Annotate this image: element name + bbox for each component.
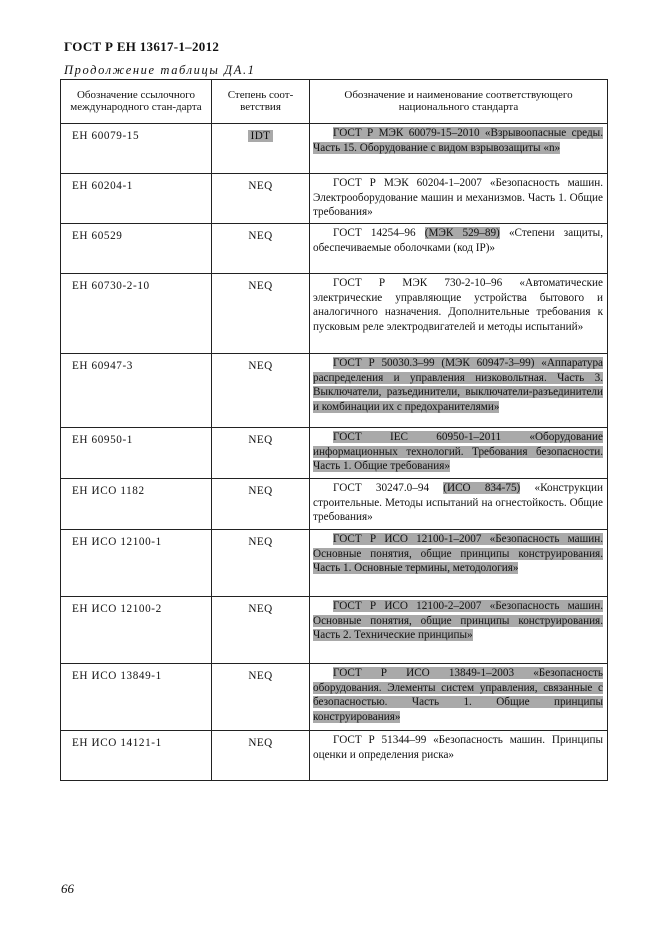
degree-cell bbox=[212, 274, 310, 354]
column-header-reference: Обозначение ссылочного международного стан-дарта bbox=[61, 80, 212, 124]
standard-name-start: ГОСТ 14254–96 bbox=[333, 227, 425, 239]
standard-name: ГОСТ Р ИСО 12100-1–2007 «Безопасность машин. Основные понятия, общие принципы конструирования. Часть 1. Основные термины, методология» bbox=[313, 533, 603, 575]
reference-standard-cell: ЕН 60947-3 bbox=[61, 354, 212, 428]
national-standard-cell bbox=[310, 174, 608, 224]
degree-value: NEQ bbox=[248, 603, 273, 615]
degree-value: NEQ bbox=[248, 536, 273, 548]
table-row bbox=[61, 354, 608, 428]
degree-value: NEQ bbox=[248, 280, 273, 292]
page-number: 66 bbox=[61, 881, 74, 896]
column-header-national-standard: Обозначение и наименование соответствующего национального стандарта bbox=[310, 80, 608, 124]
degree-value: NEQ bbox=[248, 434, 273, 446]
degree-value: NEQ bbox=[248, 670, 273, 682]
table-row bbox=[61, 731, 608, 781]
reference-standard-cell: ЕН ИСО 12100-1 bbox=[61, 530, 212, 597]
national-standard-cell bbox=[310, 224, 608, 274]
degree-cell bbox=[212, 479, 310, 530]
reference-standard-cell: ЕН 60529 bbox=[61, 224, 212, 274]
reference-standard-cell: ЕН 60204-1 bbox=[61, 174, 212, 224]
degree-cell bbox=[212, 731, 310, 781]
degree-value: NEQ bbox=[248, 360, 273, 372]
table-continuation-title: Продолжение таблицы ДА.1 bbox=[64, 63, 256, 77]
table-row bbox=[61, 428, 608, 479]
degree-cell bbox=[212, 354, 310, 428]
reference-standard-cell: ЕН ИСО 1182 bbox=[61, 479, 212, 530]
degree-cell bbox=[212, 124, 310, 174]
standard-name-start: ГОСТ 30247.0–94 bbox=[333, 482, 444, 494]
table-row bbox=[61, 479, 608, 530]
standard-name: ГОСТ Р ИСО 12100-2–2007 «Безопасность машин. Основные понятия, общие принципы конструирования. Часть 2. Технические принципы» bbox=[313, 600, 603, 642]
table-row bbox=[61, 664, 608, 731]
reference-standard-cell: ЕН 60079-15 bbox=[61, 124, 212, 174]
standard-name-end: «Степени защиты, обеспечиваемые оболочками (код IP)» bbox=[313, 227, 603, 254]
reference-standard-cell: ЕН 60950-1 bbox=[61, 428, 212, 479]
degree-value: NEQ bbox=[248, 230, 273, 242]
reference-standards-table bbox=[60, 79, 608, 781]
standard-name-end: «Конструкции строительные. Методы испытаний на огнестойкость. Общие требования» bbox=[313, 482, 603, 524]
table-row bbox=[61, 224, 608, 274]
column-header-degree: Степень соот-ветствия bbox=[212, 80, 310, 124]
reference-standard-cell: ЕН 60730-2-10 bbox=[61, 274, 212, 354]
degree-value: NEQ bbox=[248, 485, 273, 497]
degree-value: NEQ bbox=[248, 737, 273, 749]
national-standard-cell bbox=[310, 479, 608, 530]
standard-name: ГОСТ IEC 60950-1–2011 «Оборудование информационных технологий. Требования безопасности. Часть 1. Общие требования» bbox=[313, 431, 603, 473]
national-standard-cell bbox=[310, 124, 608, 174]
national-standard-cell bbox=[310, 597, 608, 664]
national-standard-cell bbox=[310, 664, 608, 731]
degree-cell bbox=[212, 530, 310, 597]
national-standard-cell bbox=[310, 428, 608, 479]
standard-name: ГОСТ Р 51344–99 «Безопасность машин. Принципы оценки и определения риска» bbox=[313, 734, 603, 761]
degree-cell bbox=[212, 224, 310, 274]
document-header: ГОСТ Р ЕН 13617-1–2012 bbox=[64, 39, 220, 54]
table-row bbox=[61, 274, 608, 354]
national-standard-cell bbox=[310, 354, 608, 428]
degree-cell bbox=[212, 174, 310, 224]
highlighted-international-ref: (ИСО 834-75) bbox=[443, 482, 521, 494]
standard-name: ГОСТ Р МЭК 60079-15–2010 «Взрывоопасные среды. Часть 15. Оборудование с видом взрывозащиты «n» bbox=[313, 127, 603, 154]
highlighted-international-ref: (МЭК 529–89) bbox=[424, 227, 500, 239]
table-row bbox=[61, 530, 608, 597]
standard-name: ГОСТ Р МЭК 730-2-10–96 «Автоматические электрические управляющие устройства бытового и аналогичного назначения. Дополнительные требования к пусковым реле электродвигателей и методы испытаний» bbox=[313, 277, 603, 333]
table-row bbox=[61, 174, 608, 224]
reference-standard-cell: ЕН ИСО 13849-1 bbox=[61, 664, 212, 731]
standard-name: ГОСТ Р 50030.3–99 (МЭК 60947-3–99) «Аппаратура распределения и управления низковольтная. Часть 3. Выключатели, разъединители, выключатели-разъединители и комбинации их с предохранителями» bbox=[313, 357, 603, 413]
table-header-row bbox=[61, 80, 608, 124]
standard-name: ГОСТ Р ИСО 13849-1–2003 «Безопасность оборудования. Элементы систем управления, связанные с безопасностью. Часть 1. Общие принципы конструирования» bbox=[313, 667, 603, 723]
national-standard-cell bbox=[310, 530, 608, 597]
degree-cell bbox=[212, 428, 310, 479]
national-standard-cell bbox=[310, 274, 608, 354]
reference-standard-cell: ЕН ИСО 14121-1 bbox=[61, 731, 212, 781]
degree-cell bbox=[212, 597, 310, 664]
degree-value: NEQ bbox=[248, 180, 273, 192]
standard-name: ГОСТ Р МЭК 60204-1–2007 «Безопасность машин. Электрооборудование машин и механизмов. Часть 1. Общие требования» bbox=[313, 177, 603, 219]
reference-standard-cell: ЕН ИСО 12100-2 bbox=[61, 597, 212, 664]
national-standard-cell bbox=[310, 731, 608, 781]
degree-cell bbox=[212, 664, 310, 731]
table-row bbox=[61, 124, 608, 174]
table-row bbox=[61, 597, 608, 664]
degree-value: IDT bbox=[248, 130, 274, 142]
